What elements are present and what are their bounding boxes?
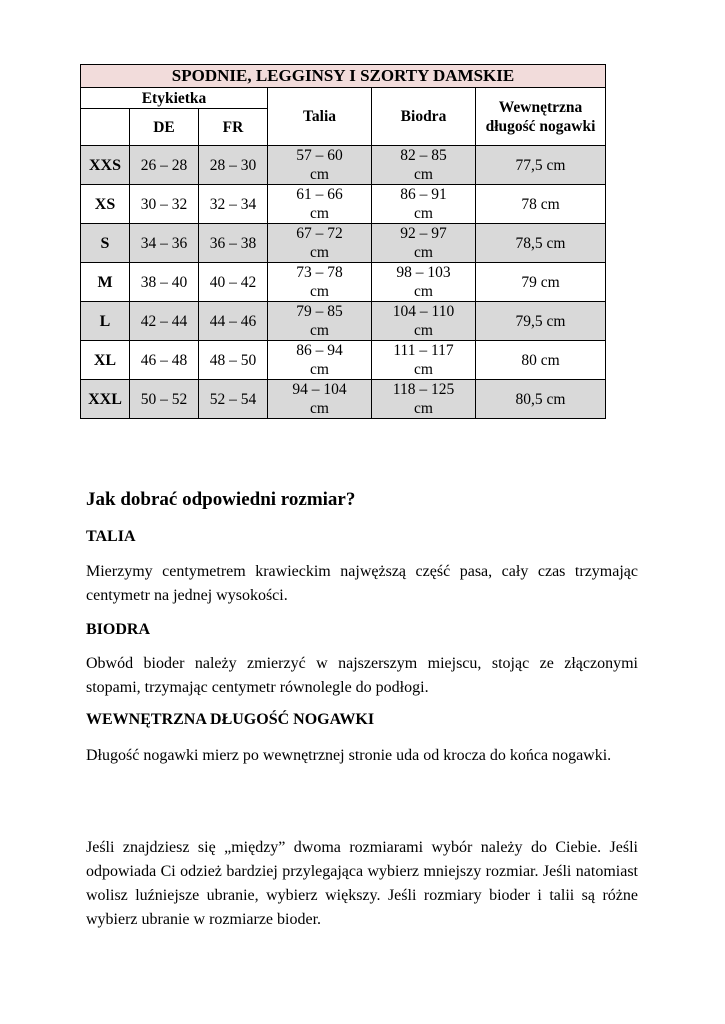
waist-value-range: 57 – 60: [296, 147, 343, 164]
waist-value: [268, 302, 372, 341]
waist-value-unit: cm: [310, 205, 329, 222]
hips-value: [372, 341, 476, 380]
waist-value-unit: cm: [310, 322, 329, 339]
de-value: 50 – 52: [130, 380, 199, 419]
fr-header: FR: [199, 109, 268, 146]
waist-header: Talia: [268, 88, 372, 146]
hips-value-unit: cm: [414, 166, 433, 183]
hips-value-range: 118 – 125: [392, 381, 455, 398]
size-label: M: [81, 263, 130, 302]
hips-value-range: 98 – 103: [396, 264, 451, 281]
size-label: S: [81, 224, 130, 263]
de-value: 30 – 32: [130, 185, 199, 224]
hips-value-unit: cm: [414, 361, 433, 378]
de-value: 46 – 48: [130, 341, 199, 380]
waist-value-range: 73 – 78: [296, 264, 343, 281]
hips-value-unit: cm: [414, 283, 433, 300]
size-label: L: [81, 302, 130, 341]
inseam-value: 78,5 cm: [476, 224, 606, 263]
hips-value: [372, 185, 476, 224]
inseam-value: 79 cm: [476, 263, 606, 302]
inseam-value: 78 cm: [476, 185, 606, 224]
table-row: [81, 146, 606, 185]
size-label: XL: [81, 341, 130, 380]
de-value: 26 – 28: [130, 146, 199, 185]
waist-text: Mierzymy centymetrem krawieckim najwęższą część pasa, cały czas trzymając centymetr na jednej wysokości.: [86, 563, 638, 604]
size-label: XXL: [81, 380, 130, 419]
de-header: DE: [130, 109, 199, 146]
waist-value-range: 86 – 94: [296, 342, 343, 359]
size-chart-table: [80, 64, 606, 419]
hips-value: [372, 302, 476, 341]
table-row: [81, 263, 606, 302]
de-value: 34 – 36: [130, 224, 199, 263]
label-header: Etykietka: [81, 88, 268, 109]
hips-value: [372, 146, 476, 185]
size-header-empty: [81, 109, 130, 146]
size-guide: [86, 488, 638, 928]
waist-value: [268, 380, 372, 419]
fr-value: 48 – 50: [199, 341, 268, 380]
waist-value-range: 61 – 66: [296, 186, 343, 203]
waist-value-unit: cm: [310, 400, 329, 417]
hips-value-range: 82 – 85: [400, 147, 447, 164]
hips-value-unit: cm: [414, 400, 433, 417]
hips-text: Obwód bioder należy zmierzyć w najszerszym miejscu, stojąc ze złączonymi stopami, trzymając centymetr równolegle do podłogi.: [86, 655, 638, 696]
inseam-value: 79,5 cm: [476, 302, 606, 341]
hips-value-range: 111 – 117: [393, 342, 454, 359]
waist-value-unit: cm: [310, 166, 329, 183]
inseam-value: 80 cm: [476, 341, 606, 380]
table-row: [81, 185, 606, 224]
fr-value: 40 – 42: [199, 263, 268, 302]
inseam-value: 77,5 cm: [476, 146, 606, 185]
waist-value: [268, 185, 372, 224]
waist-value: [268, 146, 372, 185]
waist-value: [268, 224, 372, 263]
waist-value-range: 67 – 72: [296, 225, 343, 242]
hips-value-range: 104 – 110: [392, 303, 455, 320]
table-title: SPODNIE, LEGGINSY I SZORTY DAMSKIE: [81, 65, 606, 88]
fr-value: 52 – 54: [199, 380, 268, 419]
size-label: XS: [81, 185, 130, 224]
waist-value: [268, 341, 372, 380]
de-value: 38 – 40: [130, 263, 199, 302]
inseam-value: 80,5 cm: [476, 380, 606, 419]
waist-value-unit: cm: [310, 361, 329, 378]
hips-value-range: 86 – 91: [400, 186, 447, 203]
fr-value: 32 – 34: [199, 185, 268, 224]
table-row: [81, 302, 606, 341]
hips-value-unit: cm: [414, 322, 433, 339]
hips-value-range: 92 – 97: [400, 225, 447, 242]
fr-value: 36 – 38: [199, 224, 268, 263]
waist-title: TALIA: [86, 528, 136, 545]
hips-value: [372, 263, 476, 302]
guide-heading: Jak dobrać odpowiedni rozmiar?: [86, 489, 356, 510]
inseam-header: Wewnętrzna długość nogawki: [476, 88, 606, 146]
hips-title: BIODRA: [86, 621, 151, 638]
fr-value: 44 – 46: [199, 302, 268, 341]
inseam-text: Długość nogawki mierz po wewnętrznej stronie uda od krocza do końca nogawki.: [86, 747, 612, 764]
hips-value-unit: cm: [414, 205, 433, 222]
table-row: [81, 341, 606, 380]
waist-value-unit: cm: [310, 283, 329, 300]
hips-value: [372, 224, 476, 263]
hips-value: [372, 380, 476, 419]
waist-value-unit: cm: [310, 244, 329, 261]
hips-value-unit: cm: [414, 244, 433, 261]
fr-value: 28 – 30: [199, 146, 268, 185]
waist-value-range: 94 – 104: [292, 381, 347, 398]
size-label: XXS: [81, 146, 130, 185]
inseam-title: WEWNĘTRZNA DŁUGOŚĆ NOGAWKI: [86, 711, 375, 728]
waist-value-range: 79 – 85: [296, 303, 343, 320]
table-row: [81, 380, 606, 419]
hips-header: Biodra: [372, 88, 476, 146]
waist-value: [268, 263, 372, 302]
advice-text: Jeśli znajdziesz się „między” dwoma rozmiarami wybór należy do Ciebie. Jeśli odpowiada Ci odzież bardziej przylegająca wybierz mniejszy rozmiar. Jeśli natomiast wolisz luźniejsze ubranie, wybierz większy. Jeśli rozmiary bioder i talii są różne wybierz ubranie w rozmiarze bioder.: [86, 839, 638, 928]
de-value: 42 – 44: [130, 302, 199, 341]
table-row: [81, 224, 606, 263]
